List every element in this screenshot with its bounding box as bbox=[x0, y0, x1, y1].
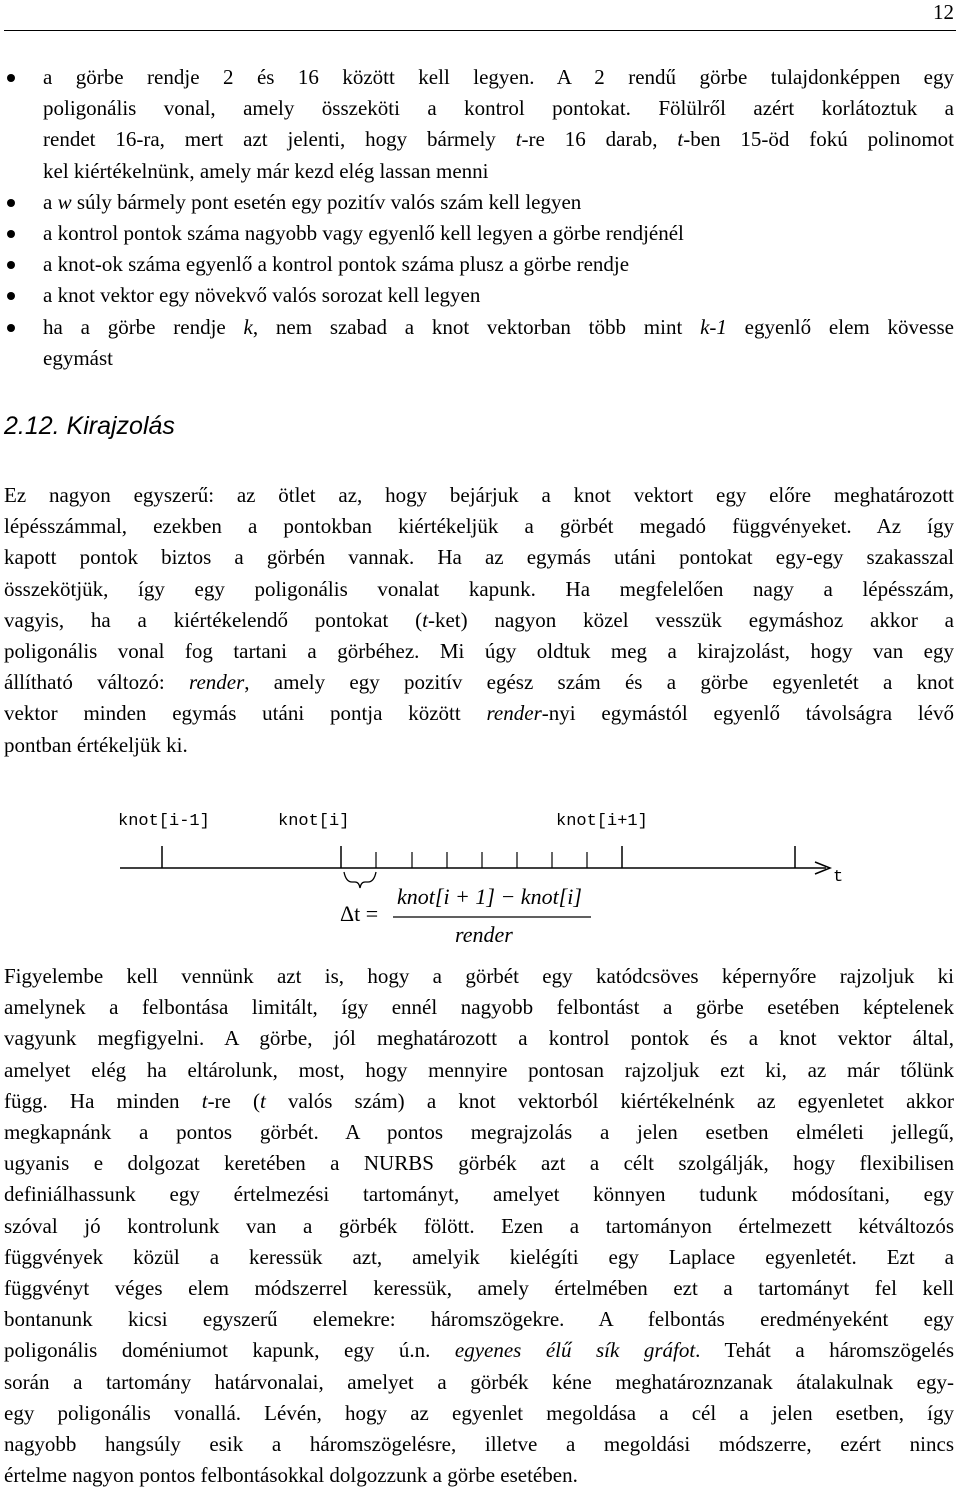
list-item bbox=[0, 62, 960, 187]
bullet-1-line-1: a görbe rendje 2 és 16 között kell legyen. A 2 rendű görbe tulajdonképpen egy bbox=[43, 65, 954, 89]
list-item: a knot vektor egy növekvő valós sorozat kell legyen bbox=[0, 280, 960, 311]
header-rule bbox=[4, 30, 956, 31]
formula-denominator: render bbox=[455, 922, 513, 947]
label-knot-i: knot[i] bbox=[278, 812, 350, 831]
axis-label-t: t bbox=[833, 868, 844, 887]
formula-lhs: Δt = bbox=[340, 901, 379, 926]
bullet-1-line-4: kel kiértékelnünk, amely már kezd elég lassan menni bbox=[43, 158, 489, 183]
list-item: a kontrol pontok száma nagyobb vagy egyenlő kell legyen a görbe rendjénél bbox=[0, 218, 960, 249]
step-ticks bbox=[376, 852, 587, 868]
formula-numerator: knot[i + 1] − knot[i] bbox=[397, 884, 582, 909]
list-item: a knot-ok száma egyenlő a kontrol pontok száma plusz a görbe rendje bbox=[0, 249, 960, 280]
bullet-1-line-3: rendet 16-ra, mert azt jelenti, hogy bármely t-re 16 darab, t-ben 15-öd fokú polinomot bbox=[43, 127, 954, 152]
list-item: a w súly bármely pont esetén egy pozitív valós szám kell legyen bbox=[0, 187, 960, 218]
paragraph-rendering: Ez nagyon egyszerű: az ötlet az, hogy bejárjuk a knot vektort egy előre meghatározott lépésszámmal, ezekben a pontokban kiértékeljük a görbét megadó függvényeket. Az így kapott pontok biztos a görbén vannak. Ha az egymás utáni pontokat egy-egy szakasszal összekötjük, így egy poligonális vonalat kapunk. Ha megfelelően nagy a lépésszám, vagyis, ha a kiértékelendő pontokat (t-ket) nagyon közel vesszük egymáshoz akkor a poligonális vonal fog tartani a görbéhez. Mi úgy oldtuk meg a kirajzolást, hogy van egy állítható változó: render, amely egy pozitív egész szám és a görbe egyenletét a knot vektor minden egymás utáni pontja között render-nyi egymástól egyenlő távolságra lévő pontban értékeljük ki. bbox=[4, 483, 954, 757]
list-item: ha a görbe rendje k, nem szabad a knot vektorban több mint k-1 egyenlő elem kövesse egymást bbox=[0, 312, 960, 374]
fraction-bar bbox=[393, 916, 593, 919]
paragraph-resolution: Figyelembe kell vennünk azt is, hogy a görbét egy katódcsöves képernyőre rajzoljuk ki amelynek a felbontása limitált, így ennél nagyobb felbontást a görbe esetében képtelenek vagyunk megfigyelni. A görbe, jól meghatározott a kontrol pontok és a knot vektor által, amelyet elég ha eltárolunk, most, hogy mennyire pontosan rajzoljuk ezt ki, az már tőlünk függ. Ha minden t-re (t valós szám) a knot vektorból kiértékelnénk az egyenletet akkor megkapnánk a pontos görbét. A pontos megrajzolás a jelen esetben elméleti jellegű, ugyanis e dolgozat keretében a NURBS görbék azt a célt szolgálják, hogy flexibilisen definiálhassunk egy értelmezési tartományt, amelyet könnyen tudunk módosítani, egy szóval jó kontrolunk van a görbék fölött. Ezen a tartományon értelmezett kétváltozós függvények közül a keressük azt, amelyik kielégíti egy Laplace egyenletét. Ezt a függvényt véges elem módszerrel keressük, amely értelmében ezt a tartományt fel kell bontanunk kicsi egyszerű elemekre: háromszögekre. A felbontás eredményeként egy poligonális doméniumot kapunk, egy ú.n. egyenes élű sík gráfot. Tehát a háromszögelés során a tartomány határvonalai, amelyet a görbék kéne meghatároznzanak átalakulnak egy- egy poligonális vonallá. Lévén, hogy az egyenlet megoldása a cél a jelen esetben, így nagyobb hangsúly esik a háromszögelésre, illetve a megoldási módszerre, ezért nincs értelme nagyon pontos felbontásokkal dolgozzunk a görbe esetében. bbox=[4, 964, 954, 1488]
bullet-list bbox=[0, 62, 960, 374]
bullet-1-line-2: poligonális vonal, amely összeköti a kontrol pontokat. Fölülről azért korlátoztuk a bbox=[43, 96, 954, 121]
label-knot-i-plus-1: knot[i+1] bbox=[556, 812, 648, 831]
delta-t-brace bbox=[344, 872, 376, 888]
page-number: 12 bbox=[933, 0, 954, 24]
label-knot-i-minus-1: knot[i-1] bbox=[118, 812, 210, 831]
knot-ticks bbox=[162, 846, 795, 868]
section-heading: 2.12. Kirajzolás bbox=[4, 412, 175, 440]
